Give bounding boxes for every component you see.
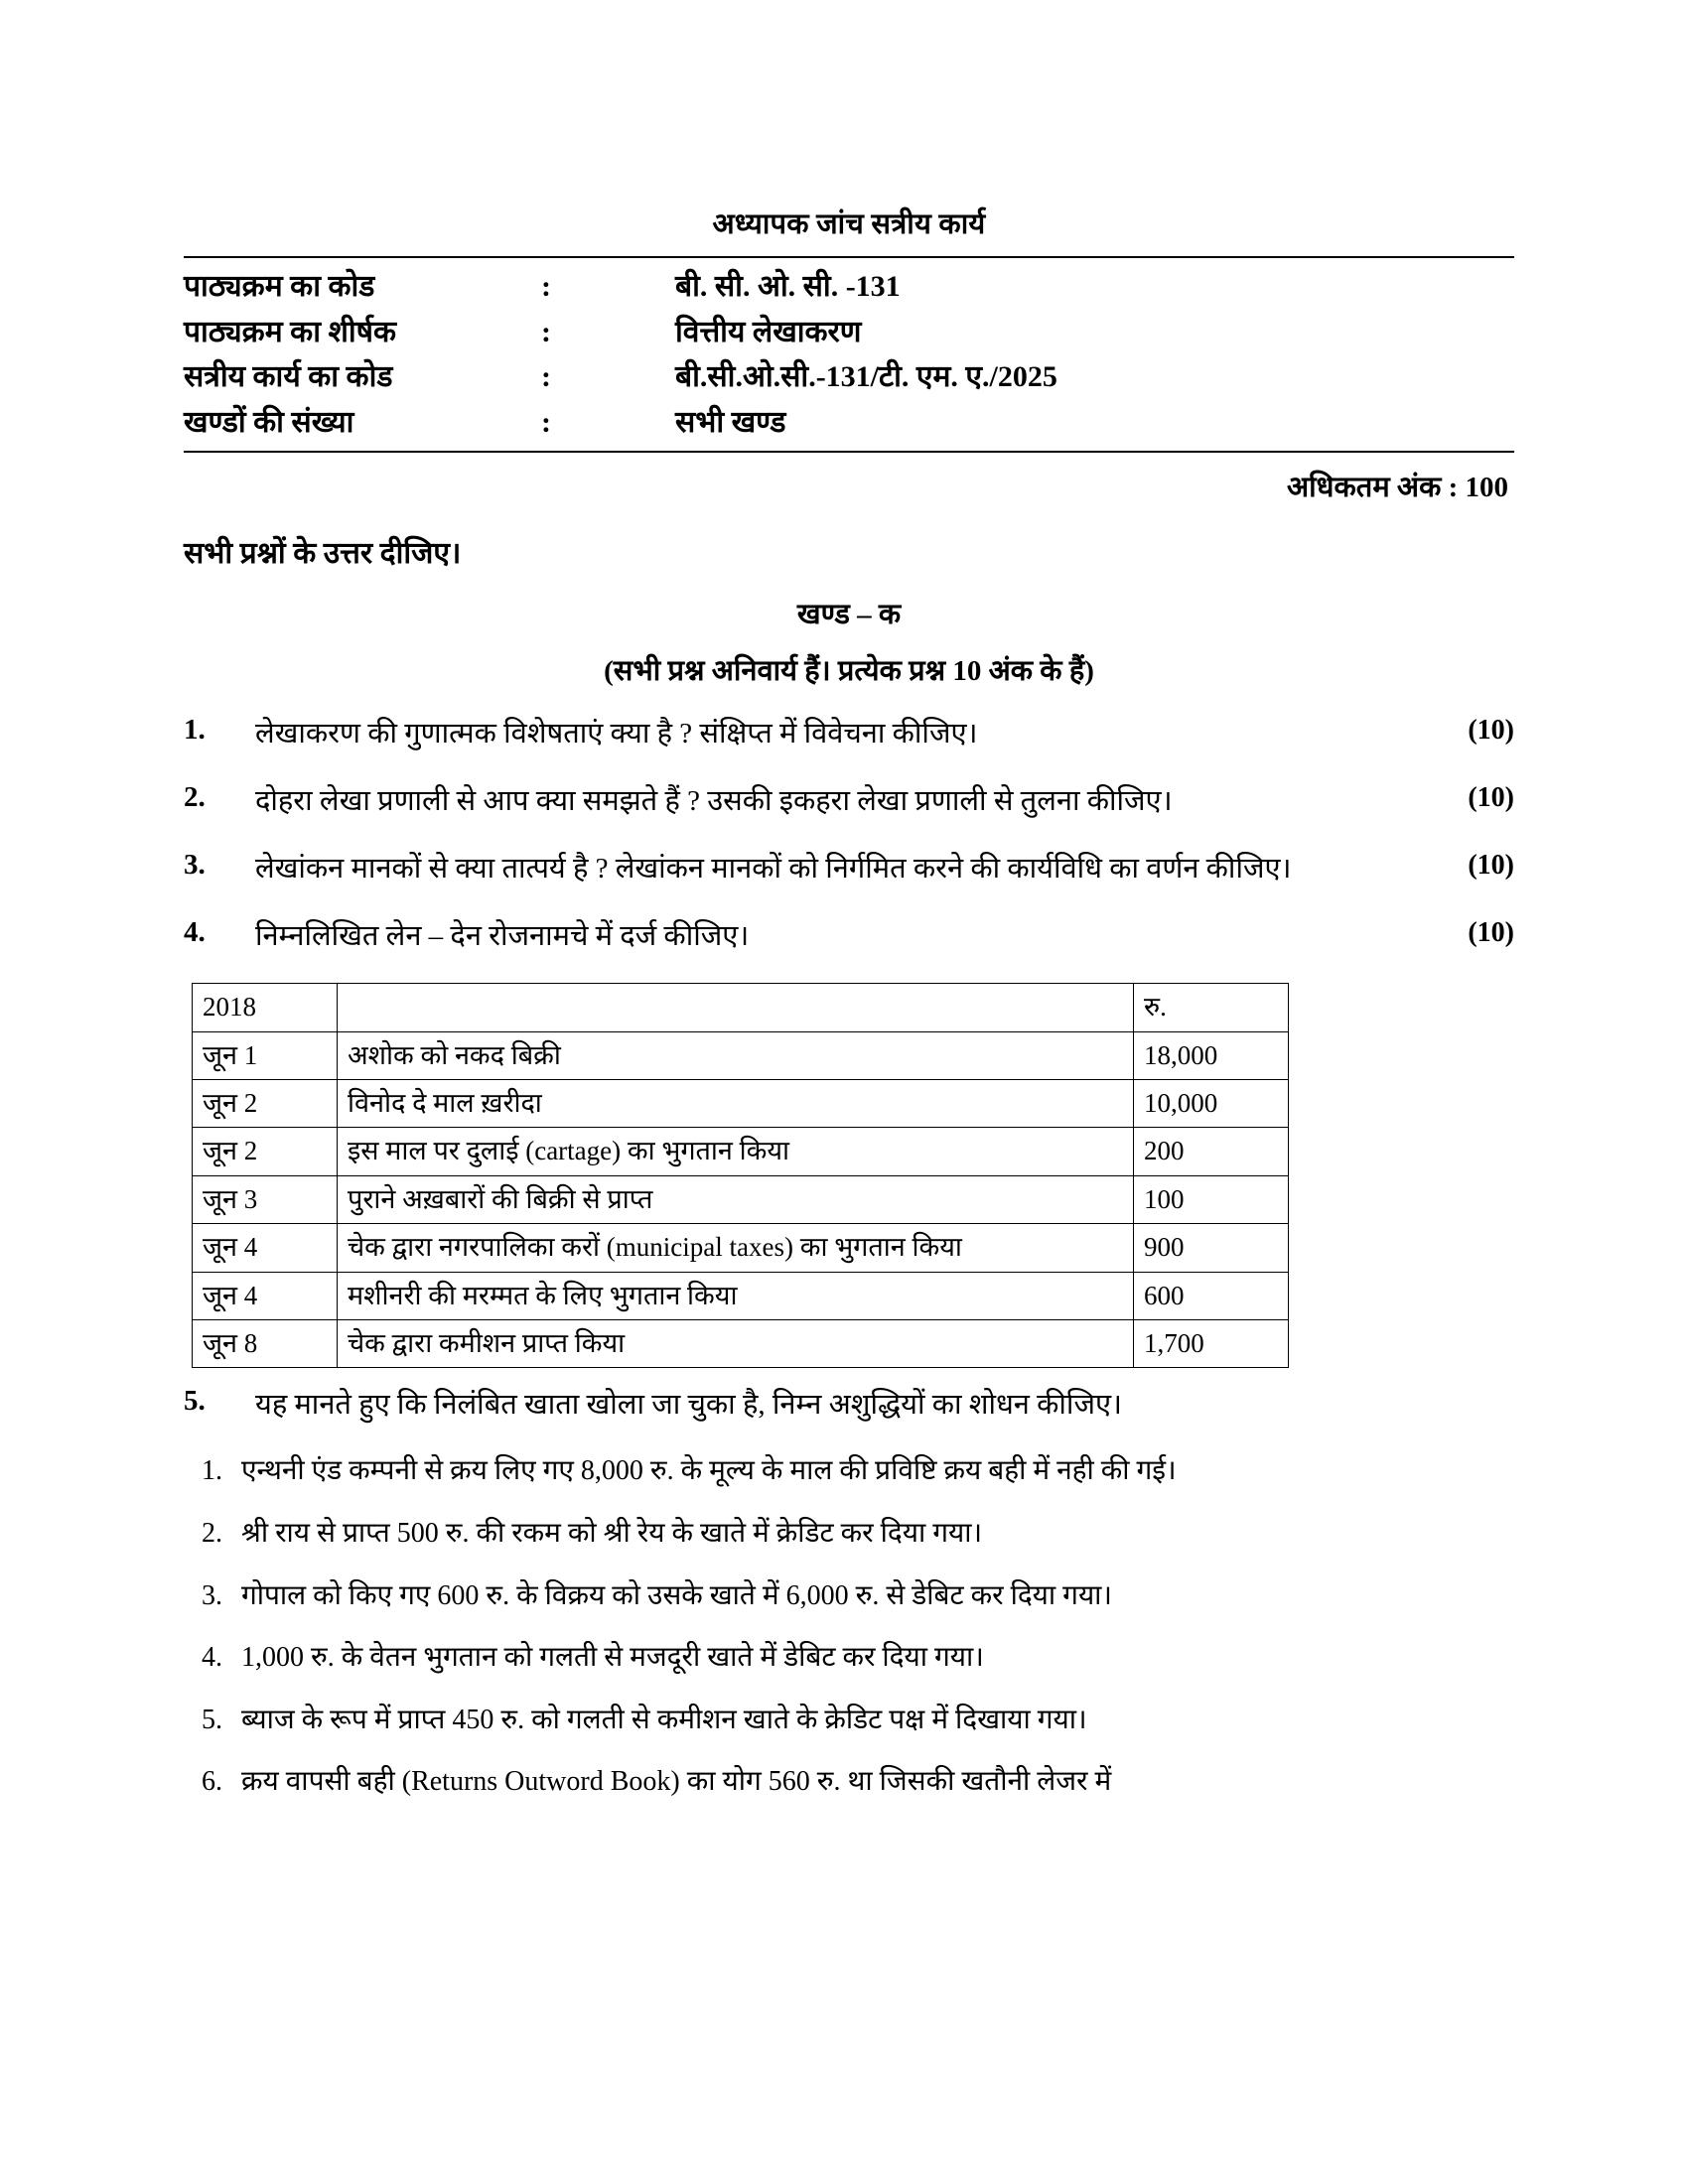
list-item [184, 1701, 1514, 1741]
list-item-text: गोपाल को किए गए 600 रु. के विक्रय को उसके खाते में 6,000 रु. से डेबिट कर दिया गया। [241, 1579, 1113, 1611]
answer-all-instruction: सभी प्रश्नों के उत्तर दीजिए। [184, 537, 462, 570]
section-heading: खण्ड – क [796, 599, 902, 630]
journal-cell-particulars: मशीनरी की मरम्मत के लिए भुगतान किया [338, 1272, 1134, 1319]
journal-cell-date: जून 1 [193, 1031, 338, 1079]
question-item [184, 713, 1514, 754]
question-item [184, 780, 1514, 822]
table-row [193, 1224, 1289, 1272]
journal-header-amount: रु. [1134, 984, 1289, 1031]
question-item [184, 1384, 1514, 1426]
list-item-number: 3. [202, 1579, 222, 1611]
list-item [184, 1514, 1514, 1555]
table-row [193, 1175, 1289, 1223]
correction-items-list [184, 1451, 1514, 1803]
question-marks: (10) [1468, 850, 1514, 882]
list-item-number: 4. [202, 1642, 222, 1674]
journal-cell-amount: 18,000 [1134, 1031, 1289, 1079]
journal-cell-particulars: इस माल पर दुलाई (cartage) का भुगतान किया [338, 1128, 1134, 1175]
question-marks: (10) [1468, 715, 1514, 746]
journal-header-date: 2018 [193, 984, 338, 1031]
question-item [184, 848, 1514, 889]
list-item-number: 1. [202, 1455, 222, 1487]
question-text: लेखाकरण की गुणात्मक विशेषताएं क्या है ? संक्षिप्त में विवेचना कीजिए। [255, 718, 978, 750]
journal-table [192, 983, 1289, 1368]
table-row [184, 264, 1514, 310]
question-number: 4. [184, 916, 206, 949]
journal-cell-amount: 10,000 [1134, 1079, 1289, 1127]
list-item-text: एन्थनी एंड कम्पनी से क्रय लिए गए 8,000 रु. के मूल्य के माल की प्रविष्टि क्रय बही में नही की गई। [241, 1455, 1177, 1487]
journal-cell-particulars: अशोक को नकद बिक्री [338, 1031, 1134, 1079]
meta-colon: : [541, 405, 551, 439]
question-item [184, 915, 1514, 957]
max-marks: अधिकतम अंक : 100 [1287, 472, 1508, 503]
meta-label: सत्रीय कार्य का कोड [184, 360, 393, 393]
journal-cell-particulars: चेक द्वारा कमीशन प्राप्त किया [338, 1319, 1134, 1367]
questions-list [184, 713, 1514, 1803]
meta-label: पाठ्यक्रम का शीर्षक [184, 315, 397, 348]
list-item-text: श्री राय से प्राप्त 500 रु. की रकम को श्री रेय के खाते में क्रेडिट कर दिया गया। [241, 1517, 983, 1549]
table-row [193, 1079, 1289, 1127]
journal-cell-amount: 100 [1134, 1175, 1289, 1223]
table-row [184, 310, 1514, 355]
question-text: दोहरा लेखा प्रणाली से आप क्या समझते हैं ? उसकी इकहरा लेखा प्रणाली से तुलना कीजिए। [255, 785, 1173, 818]
table-row [193, 1128, 1289, 1175]
list-item-number: 5. [202, 1704, 222, 1735]
meta-divider [184, 451, 1514, 453]
journal-cell-date: जून 2 [193, 1079, 338, 1127]
section-subheading: (सभी प्रश्न अनिवार्य हैं। प्रत्येक प्रश्न 10 अंक के हैं) [604, 655, 1094, 687]
question-number: 3. [184, 849, 206, 882]
question-marks: (10) [1468, 917, 1514, 949]
list-item-text: क्रय वापसी बही (Returns Outword Book) का योग 560 रु. था जिसकी खतौनी लेजर में [241, 1766, 1112, 1798]
journal-cell-date: जून 4 [193, 1272, 338, 1319]
table-header-row [193, 984, 1289, 1031]
journal-cell-date: जून 8 [193, 1319, 338, 1367]
list-item-text: 1,000 रु. के वेतन भुगतान को गलती से मजदूरी खाते में डेबिट कर दिया गया। [241, 1642, 984, 1674]
journal-header-particulars [338, 984, 1134, 1031]
list-item-number: 2. [202, 1517, 222, 1549]
meta-colon: : [541, 270, 551, 303]
question-text: निम्नलिखित लेन – देन रोजनामचे में दर्ज कीजिए। [255, 920, 750, 953]
question-text: लेखांकन मानकों से क्या तात्पर्य है ? लेखांकन मानकों को निर्गमित करने की कार्यविधि का वर्णन कीजिए। [255, 853, 1292, 886]
journal-cell-particulars: विनोद दे माल ख़रीदा [338, 1079, 1134, 1127]
table-row [193, 1319, 1289, 1367]
journal-cell-date: जून 2 [193, 1128, 338, 1175]
journal-cell-date: जून 4 [193, 1224, 338, 1272]
meta-colon: : [541, 315, 551, 348]
table-row [193, 1272, 1289, 1319]
question-number: 5. [184, 1385, 206, 1418]
list-item [184, 1638, 1514, 1679]
list-item-number: 6. [202, 1766, 222, 1798]
journal-cell-particulars: पुराने अख़बारों की बिक्री से प्राप्त [338, 1175, 1134, 1223]
journal-cell-date: जून 3 [193, 1175, 338, 1223]
page-title: अध्यापक जांच सत्रीय कार्य [712, 208, 986, 240]
meta-value: सभी खण्ड [675, 405, 786, 439]
list-item-text: ब्याज के रूप में प्राप्त 450 रु. को गलती से कमीशन खाते के क्रेडिट पक्ष में दिखाया गया। [241, 1704, 1087, 1735]
question-number: 1. [184, 714, 206, 746]
question-marks: (10) [1468, 782, 1514, 814]
top-divider [184, 256, 1514, 258]
list-item [184, 1576, 1514, 1617]
question-marks [1441, 1384, 1514, 1386]
meta-value: बी. सी. ओ. सी. -131 [675, 270, 901, 303]
course-meta-table [184, 264, 1514, 445]
question-text: यह मानते हुए कि निलंबित खाता खोला जा चुका है, निम्न अशुद्धियों का शोधन कीजिए। [255, 1389, 1122, 1422]
meta-label: खण्डों की संख्या [184, 405, 354, 439]
journal-cell-amount: 1,700 [1134, 1319, 1289, 1367]
meta-value: वित्तीय लेखाकरण [675, 315, 862, 348]
question-number: 2. [184, 781, 206, 814]
list-item [184, 1762, 1514, 1803]
table-row [193, 1031, 1289, 1079]
list-item [184, 1451, 1514, 1492]
journal-cell-amount: 200 [1134, 1128, 1289, 1175]
journal-cell-particulars: चेक द्वारा नगरपालिका करों (municipal taxes) का भुगतान किया [338, 1224, 1134, 1272]
journal-cell-amount: 600 [1134, 1272, 1289, 1319]
meta-label: पाठ्यक्रम का कोड [184, 270, 375, 303]
meta-colon: : [541, 360, 551, 393]
meta-value: बी.सी.ओ.सी.-131/टी. एम. ए./2025 [675, 360, 1057, 393]
table-row [184, 400, 1514, 446]
journal-cell-amount: 900 [1134, 1224, 1289, 1272]
table-row [184, 354, 1514, 400]
